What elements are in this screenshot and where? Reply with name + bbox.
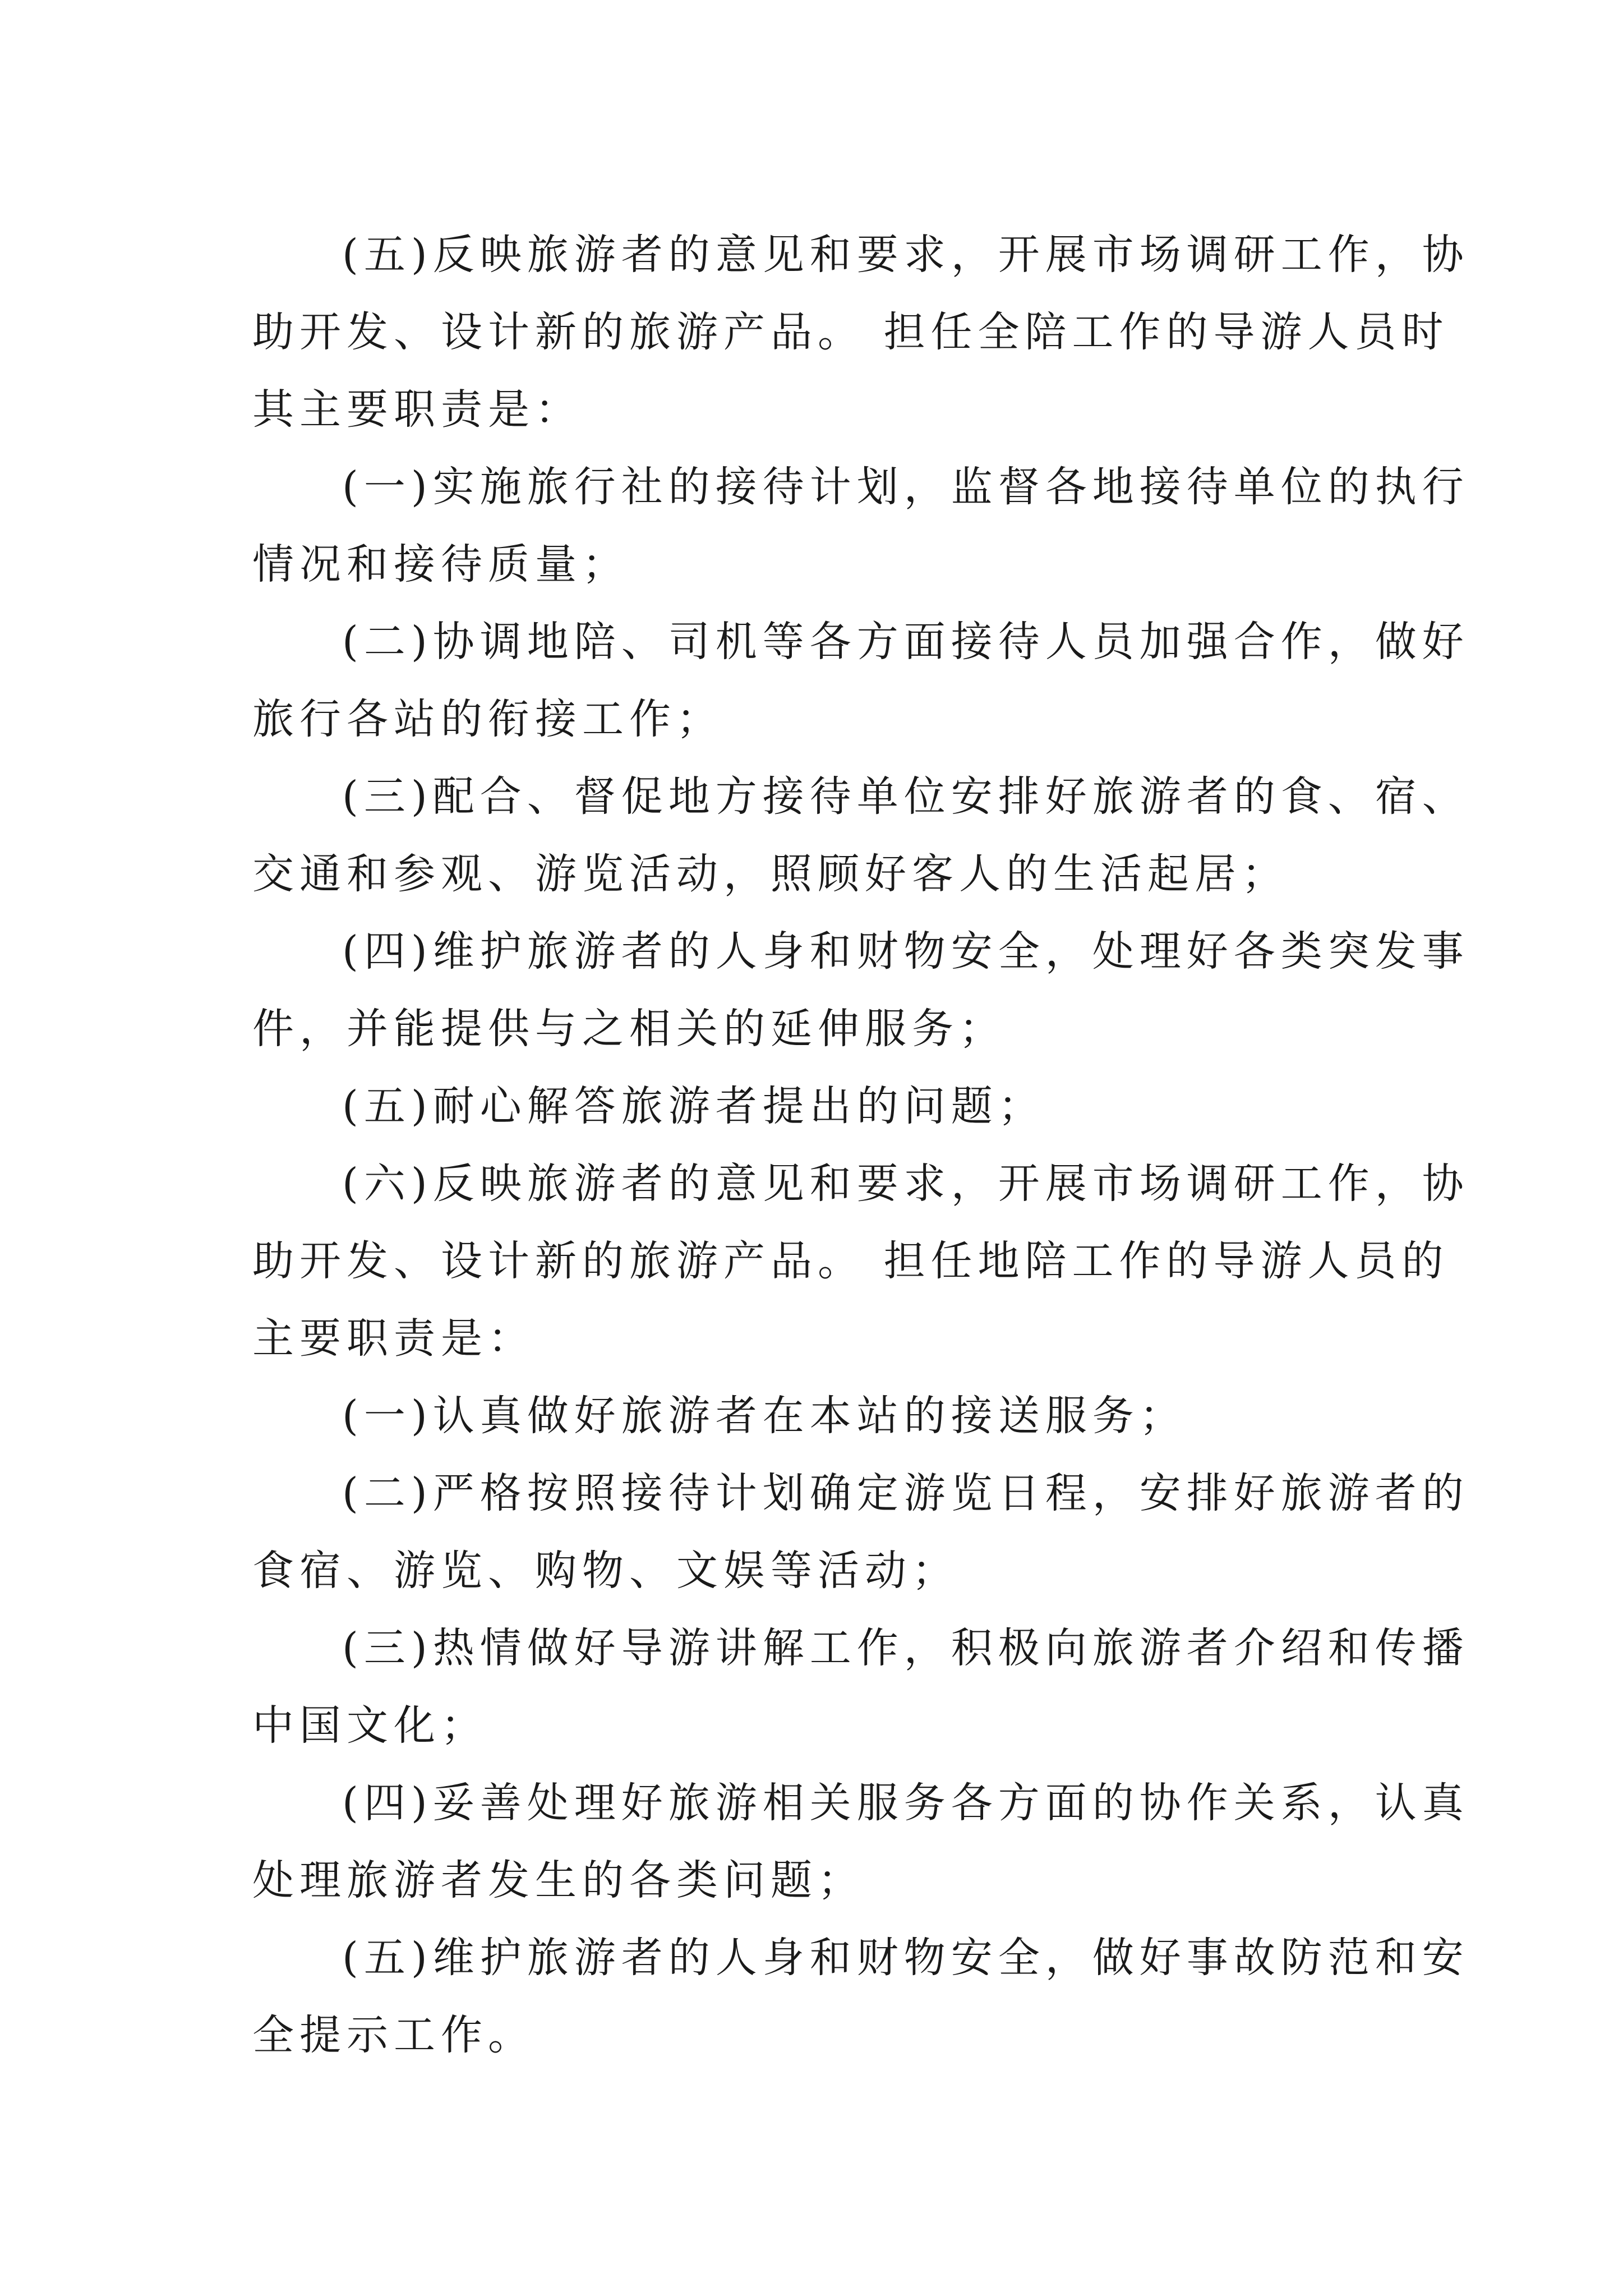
text-line: 件，并能提供与之相关的延伸服务； bbox=[252, 1005, 1006, 1053]
text-line: (四)维护旅游者的人身和财物安全，处理好各类突发事 bbox=[342, 927, 1469, 976]
text-line: 交通和参观、游览活动，照顾好客人的生活起居； bbox=[252, 850, 1289, 898]
text-line: 主要职责是： bbox=[252, 1314, 535, 1363]
text-line: (三)配合、督促地方接待单位安排好旅游者的食、宿、 bbox=[342, 772, 1469, 821]
text-line: (六)反映旅游者的意见和要求，开展市场调研工作，协 bbox=[342, 1159, 1469, 1208]
text-line: 情况和接待质量； bbox=[252, 540, 629, 588]
text-line: (三)热情做好导游讲解工作，积极向旅游者介绍和传播 bbox=[342, 1624, 1469, 1672]
text-line: (五)维护旅游者的人身和财物安全，做好事故防范和安 bbox=[342, 1934, 1469, 1982]
text-line: 食宿、游览、购物、文娱等活动； bbox=[252, 1547, 959, 1595]
text-line: (五)反映旅游者的意见和要求，开展市场调研工作，协 bbox=[342, 231, 1469, 279]
text-line: (二)严格按照接待计划确定游览日程，安排好旅游者的 bbox=[342, 1469, 1469, 1517]
text-line: 其主要职责是： bbox=[252, 385, 582, 434]
text-line: 处理旅游者发生的各类问题； bbox=[252, 1856, 865, 1904]
text-line: (二)协调地陪、司机等各方面接待人员加强合作，做好 bbox=[342, 618, 1469, 666]
document-body bbox=[252, 216, 1469, 2074]
text-line: 助开发、设计新的旅游产品。 担任全陪工作的导游人员时 bbox=[252, 308, 1449, 356]
text-line: (五)耐心解答旅游者提出的问题； bbox=[342, 1082, 1045, 1130]
text-line: (一)认真做好旅游者在本站的接送服务； bbox=[342, 1392, 1187, 1440]
text-line: (一)实施旅行社的接待计划，监督各地接待单位的执行 bbox=[342, 463, 1469, 511]
text-line: 助开发、设计新的旅游产品。 担任地陪工作的导游人员的 bbox=[252, 1237, 1449, 1285]
text-line: 旅行各站的衔接工作； bbox=[252, 695, 723, 743]
text-line: 中国文化； bbox=[252, 1701, 488, 1750]
text-line: 全提示工作。 bbox=[252, 2011, 535, 2059]
text-line: (四)妥善处理好旅游相关服务各方面的协作关系，认真 bbox=[342, 1779, 1469, 1827]
